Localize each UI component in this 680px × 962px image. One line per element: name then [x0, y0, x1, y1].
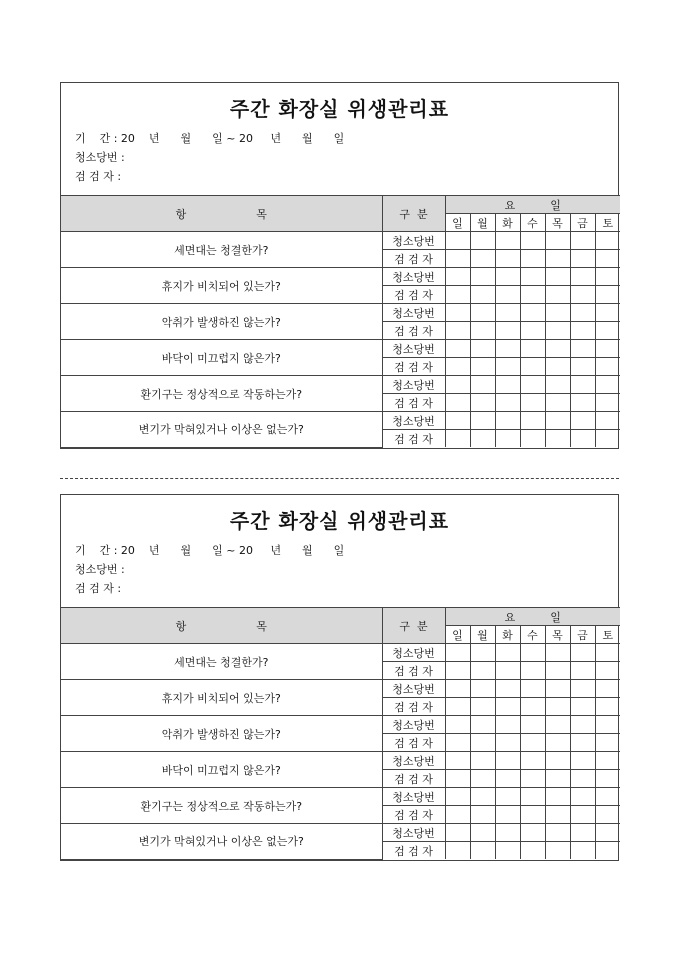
check-cell[interactable] — [595, 770, 620, 788]
check-cell[interactable] — [445, 806, 470, 824]
check-cell[interactable] — [445, 824, 470, 842]
inspector-label: 검 검 자 — [382, 322, 445, 340]
check-cell[interactable] — [595, 842, 620, 860]
check-cell[interactable] — [520, 340, 545, 358]
check-cell[interactable] — [545, 232, 570, 250]
check-cell[interactable] — [595, 376, 620, 394]
cleaner-label: 청소당번 — [382, 376, 445, 394]
check-cell[interactable] — [495, 842, 520, 860]
day-wed: 수 — [520, 214, 545, 232]
check-cell[interactable] — [470, 824, 495, 842]
check-cell[interactable] — [570, 340, 595, 358]
check-cell[interactable] — [570, 716, 595, 734]
check-item-label: 환기구는 정상적으로 작동하는가? — [61, 788, 382, 824]
check-cell[interactable] — [470, 806, 495, 824]
check-cell[interactable] — [545, 806, 570, 824]
check-cell[interactable] — [470, 842, 495, 860]
check-cell[interactable] — [445, 752, 470, 770]
check-cell[interactable] — [570, 394, 595, 412]
check-cell[interactable] — [595, 340, 620, 358]
check-cell[interactable] — [545, 698, 570, 716]
check-cell[interactable] — [470, 394, 495, 412]
check-cell[interactable] — [445, 268, 470, 286]
cleaner-label: 청소당번 — [382, 716, 445, 734]
check-cell[interactable] — [445, 644, 470, 662]
check-cell[interactable] — [495, 430, 520, 448]
check-cell[interactable] — [570, 752, 595, 770]
check-cell[interactable] — [445, 680, 470, 698]
check-cell[interactable] — [545, 358, 570, 376]
check-cell[interactable] — [445, 376, 470, 394]
table-row — [61, 412, 620, 430]
check-cell[interactable] — [570, 286, 595, 304]
check-cell[interactable] — [545, 376, 570, 394]
cleaner-label: 청소당번 — [382, 644, 445, 662]
check-cell[interactable] — [445, 716, 470, 734]
cleaner-label: 청소당번 — [382, 824, 445, 842]
cleaner-label: 청소당번 — [382, 752, 445, 770]
check-cell[interactable] — [470, 680, 495, 698]
check-cell[interactable] — [495, 376, 520, 394]
inspector-line: 검 검 자 : — [75, 582, 122, 595]
check-cell[interactable] — [545, 824, 570, 842]
check-cell[interactable] — [495, 806, 520, 824]
check-item-label: 악취가 발생하진 않는가? — [61, 304, 382, 340]
check-cell[interactable] — [445, 358, 470, 376]
header-category: 구 분 — [382, 196, 445, 232]
check-cell[interactable] — [445, 788, 470, 806]
check-cell[interactable] — [595, 394, 620, 412]
check-cell[interactable] — [545, 286, 570, 304]
header-days-group: 요 일 — [445, 196, 620, 214]
check-cell[interactable] — [520, 412, 545, 430]
inspector-label: 검 검 자 — [382, 250, 445, 268]
cleaner-label: 청소당번 — [382, 788, 445, 806]
check-item-label: 세면대는 청결한가? — [61, 644, 382, 680]
check-cell[interactable] — [470, 376, 495, 394]
check-cell[interactable] — [470, 770, 495, 788]
cut-line-divider — [60, 478, 619, 479]
inspector-label: 검 검 자 — [382, 394, 445, 412]
check-cell[interactable] — [470, 698, 495, 716]
check-cell[interactable] — [570, 268, 595, 286]
check-cell[interactable] — [545, 644, 570, 662]
check-cell[interactable] — [595, 788, 620, 806]
check-cell[interactable] — [570, 430, 595, 448]
check-cell[interactable] — [520, 376, 545, 394]
cleaner-label: 청소당번 — [382, 680, 445, 698]
check-cell[interactable] — [570, 662, 595, 680]
check-cell[interactable] — [520, 824, 545, 842]
check-cell[interactable] — [545, 322, 570, 340]
check-cell[interactable] — [570, 788, 595, 806]
check-cell[interactable] — [545, 716, 570, 734]
inspector-line: 검 검 자 : — [75, 170, 122, 183]
day-mon: 월 — [470, 626, 495, 644]
day-sun: 일 — [445, 214, 470, 232]
header-category: 구 분 — [382, 608, 445, 644]
check-item-label: 변기가 막혀있거나 이상은 없는가? — [61, 412, 382, 448]
form-title: 주간 화장실 위생관리표 — [229, 97, 450, 121]
check-cell[interactable] — [495, 788, 520, 806]
check-cell[interactable] — [520, 842, 545, 860]
sanitation-form-bottom — [60, 494, 619, 861]
inspector-label: 검 검 자 — [382, 662, 445, 680]
form-meta — [75, 541, 618, 607]
check-cell[interactable] — [495, 734, 520, 752]
check-cell[interactable] — [495, 644, 520, 662]
inspector-label: 검 검 자 — [382, 842, 445, 860]
cleaner-label: 청소당번 — [382, 340, 445, 358]
check-cell[interactable] — [520, 232, 545, 250]
check-cell[interactable] — [520, 358, 545, 376]
check-cell[interactable] — [445, 698, 470, 716]
check-cell[interactable] — [470, 304, 495, 322]
check-cell[interactable] — [595, 680, 620, 698]
check-cell[interactable] — [545, 734, 570, 752]
day-fri: 금 — [570, 626, 595, 644]
check-cell[interactable] — [445, 250, 470, 268]
table-row — [61, 752, 620, 770]
check-cell[interactable] — [495, 698, 520, 716]
check-cell[interactable] — [445, 286, 470, 304]
check-cell[interactable] — [470, 662, 495, 680]
check-cell[interactable] — [470, 430, 495, 448]
check-cell[interactable] — [470, 250, 495, 268]
cleaner-line: 청소당번 : — [75, 563, 125, 576]
check-cell[interactable] — [445, 734, 470, 752]
day-mon: 월 — [470, 214, 495, 232]
check-cell[interactable] — [595, 698, 620, 716]
check-cell[interactable] — [495, 304, 520, 322]
check-cell[interactable] — [495, 268, 520, 286]
check-cell[interactable] — [570, 734, 595, 752]
check-cell[interactable] — [595, 752, 620, 770]
check-cell[interactable] — [445, 662, 470, 680]
check-cell[interactable] — [470, 644, 495, 662]
check-cell[interactable] — [445, 412, 470, 430]
check-cell[interactable] — [520, 286, 545, 304]
day-thu: 목 — [545, 626, 570, 644]
check-cell[interactable] — [470, 752, 495, 770]
day-sat: 토 — [595, 214, 620, 232]
check-cell[interactable] — [520, 716, 545, 734]
check-cell[interactable] — [445, 232, 470, 250]
check-cell[interactable] — [520, 662, 545, 680]
check-cell[interactable] — [520, 752, 545, 770]
check-cell[interactable] — [470, 340, 495, 358]
cleaner-label: 청소당번 — [382, 268, 445, 286]
check-cell[interactable] — [445, 430, 470, 448]
check-cell[interactable] — [545, 752, 570, 770]
check-cell[interactable] — [570, 322, 595, 340]
header-item: 항 목 — [61, 608, 382, 644]
day-wed: 수 — [520, 626, 545, 644]
check-cell[interactable] — [570, 806, 595, 824]
check-cell[interactable] — [445, 394, 470, 412]
check-cell[interactable] — [545, 394, 570, 412]
check-cell[interactable] — [520, 680, 545, 698]
check-cell[interactable] — [545, 268, 570, 286]
period-line: 기 간 : 20 년 월 일 ~ 20 년 월 일 — [75, 132, 345, 145]
check-item-label: 휴지가 비치되어 있는가? — [61, 680, 382, 716]
cleaner-line: 청소당번 : — [75, 151, 125, 164]
check-item-label: 변기가 막혀있거나 이상은 없는가? — [61, 824, 382, 860]
check-item-label: 바닥이 미끄럽지 않은가? — [61, 340, 382, 376]
check-cell[interactable] — [495, 232, 520, 250]
check-cell[interactable] — [520, 788, 545, 806]
day-sat: 토 — [595, 626, 620, 644]
check-cell[interactable] — [570, 842, 595, 860]
check-cell[interactable] — [570, 412, 595, 430]
check-cell[interactable] — [470, 716, 495, 734]
table-row — [61, 680, 620, 698]
form-title: 주간 화장실 위생관리표 — [229, 509, 450, 533]
check-cell[interactable] — [470, 412, 495, 430]
inspector-label: 검 검 자 — [382, 286, 445, 304]
check-cell[interactable] — [495, 662, 520, 680]
check-cell[interactable] — [545, 770, 570, 788]
check-cell[interactable] — [595, 250, 620, 268]
check-cell[interactable] — [495, 824, 520, 842]
check-cell[interactable] — [595, 232, 620, 250]
check-cell[interactable] — [520, 322, 545, 340]
inspector-label: 검 검 자 — [382, 770, 445, 788]
check-cell[interactable] — [470, 268, 495, 286]
check-item-label: 바닥이 미끄럽지 않은가? — [61, 752, 382, 788]
day-tue: 화 — [495, 626, 520, 644]
check-cell[interactable] — [520, 304, 545, 322]
check-cell[interactable] — [495, 394, 520, 412]
check-cell[interactable] — [520, 644, 545, 662]
inspector-label: 검 검 자 — [382, 734, 445, 752]
check-cell[interactable] — [570, 304, 595, 322]
form-meta — [75, 129, 618, 195]
check-cell[interactable] — [470, 232, 495, 250]
check-cell[interactable] — [595, 358, 620, 376]
check-cell[interactable] — [495, 770, 520, 788]
check-cell[interactable] — [595, 412, 620, 430]
check-cell[interactable] — [570, 680, 595, 698]
check-cell[interactable] — [495, 286, 520, 304]
table-row — [61, 824, 620, 842]
check-cell[interactable] — [570, 232, 595, 250]
table-row — [61, 304, 620, 322]
check-cell[interactable] — [595, 662, 620, 680]
check-cell[interactable] — [570, 250, 595, 268]
check-item-label: 악취가 발생하진 않는가? — [61, 716, 382, 752]
check-cell[interactable] — [595, 806, 620, 824]
table-row — [61, 268, 620, 286]
check-cell[interactable] — [545, 788, 570, 806]
check-cell[interactable] — [470, 788, 495, 806]
check-item-label: 휴지가 비치되어 있는가? — [61, 268, 382, 304]
cleaner-label: 청소당번 — [382, 304, 445, 322]
check-cell[interactable] — [545, 430, 570, 448]
check-cell[interactable] — [470, 358, 495, 376]
check-cell[interactable] — [520, 770, 545, 788]
check-cell[interactable] — [545, 680, 570, 698]
check-cell[interactable] — [545, 250, 570, 268]
check-cell[interactable] — [495, 752, 520, 770]
check-cell[interactable] — [495, 680, 520, 698]
check-cell[interactable] — [495, 322, 520, 340]
check-cell[interactable] — [595, 824, 620, 842]
check-item-label: 환기구는 정상적으로 작동하는가? — [61, 376, 382, 412]
check-cell[interactable] — [545, 412, 570, 430]
day-thu: 목 — [545, 214, 570, 232]
inspector-label: 검 검 자 — [382, 698, 445, 716]
check-cell[interactable] — [520, 734, 545, 752]
check-cell[interactable] — [595, 430, 620, 448]
check-cell[interactable] — [570, 358, 595, 376]
check-cell[interactable] — [570, 770, 595, 788]
cleaner-label: 청소당번 — [382, 412, 445, 430]
check-cell[interactable] — [595, 304, 620, 322]
table-row — [61, 232, 620, 250]
table-row — [61, 340, 620, 358]
check-cell[interactable] — [595, 716, 620, 734]
check-cell[interactable] — [545, 304, 570, 322]
check-cell[interactable] — [495, 250, 520, 268]
check-cell[interactable] — [495, 412, 520, 430]
check-cell[interactable] — [470, 734, 495, 752]
check-cell[interactable] — [570, 698, 595, 716]
check-cell[interactable] — [570, 376, 595, 394]
check-cell[interactable] — [445, 340, 470, 358]
checklist-table — [61, 195, 620, 448]
day-fri: 금 — [570, 214, 595, 232]
day-tue: 화 — [495, 214, 520, 232]
inspector-label: 검 검 자 — [382, 806, 445, 824]
check-cell[interactable] — [545, 340, 570, 358]
check-cell[interactable] — [595, 644, 620, 662]
cleaner-label: 청소당번 — [382, 232, 445, 250]
checklist-table — [61, 607, 620, 860]
header-item: 항 목 — [61, 196, 382, 232]
check-cell[interactable] — [595, 286, 620, 304]
header-days-group: 요 일 — [445, 608, 620, 626]
check-cell[interactable] — [595, 268, 620, 286]
table-row — [61, 788, 620, 806]
check-cell[interactable] — [445, 304, 470, 322]
check-cell[interactable] — [520, 430, 545, 448]
period-line: 기 간 : 20 년 월 일 ~ 20 년 월 일 — [75, 544, 345, 557]
check-cell[interactable] — [445, 842, 470, 860]
check-cell[interactable] — [595, 734, 620, 752]
check-cell[interactable] — [520, 394, 545, 412]
sanitation-form-top — [60, 82, 619, 449]
table-row — [61, 716, 620, 734]
table-row — [61, 376, 620, 394]
check-cell[interactable] — [545, 842, 570, 860]
check-item-label: 세면대는 청결한가? — [61, 232, 382, 268]
table-row — [61, 644, 620, 662]
day-sun: 일 — [445, 626, 470, 644]
inspector-label: 검 검 자 — [382, 430, 445, 448]
check-cell[interactable] — [595, 322, 620, 340]
check-cell[interactable] — [520, 268, 545, 286]
check-cell[interactable] — [470, 286, 495, 304]
check-cell[interactable] — [445, 770, 470, 788]
check-cell[interactable] — [570, 644, 595, 662]
check-cell[interactable] — [470, 322, 495, 340]
check-cell[interactable] — [445, 322, 470, 340]
check-cell[interactable] — [570, 824, 595, 842]
check-cell[interactable] — [495, 340, 520, 358]
inspector-label: 검 검 자 — [382, 358, 445, 376]
check-cell[interactable] — [495, 716, 520, 734]
check-cell[interactable] — [520, 806, 545, 824]
check-cell[interactable] — [520, 698, 545, 716]
check-cell[interactable] — [545, 662, 570, 680]
check-cell[interactable] — [520, 250, 545, 268]
check-cell[interactable] — [495, 358, 520, 376]
